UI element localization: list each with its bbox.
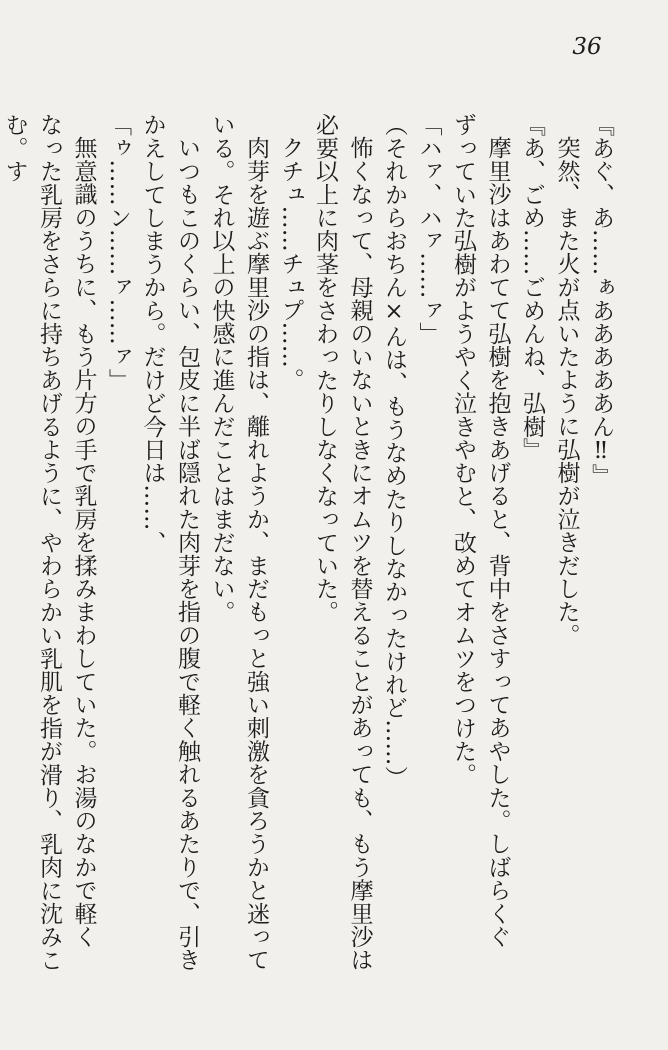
paragraph-8: クチュ……チュプ……。 <box>277 136 304 392</box>
paragraph-10: いつもこのくらい、包皮に半ば隠れた肉芽を指の腹で軽く触れるあたりで、引きかえしてしまうから。だけど今日は……、 <box>139 113 200 972</box>
paragraph-7: 怖くなって、母親のいないときにオムツを替えることがあっても、もう摩里沙は必要以上に肉茎をさわったりしなくなっていた。 <box>312 113 373 972</box>
paragraph-3: 『あ、ごめ……ごめんね、弘樹』 <box>519 113 545 461</box>
paragraph-2: 突然、また火が点いたように弘樹が泣きだした。 <box>553 136 580 647</box>
paragraph-6: （それからおちん×んは、もうなめたりしなかったけれど……） <box>381 113 407 789</box>
paragraph-4: 摩里沙はあわてて弘樹を抱きあげると、背中をさすってあやした。しばらくぐずっていた弘樹がようやく泣きやむと、改めてオムツをつけた。 <box>450 113 511 948</box>
page-number: 36 <box>572 34 602 60</box>
paragraph-1: 『あぐ、あ……ぁあああああん‼』 <box>588 113 614 488</box>
paragraph-11: 「ゥ……ン……ァ……ァ」 <box>105 113 131 392</box>
paragraph-5: 「ハァ、ハァ……ァ」 <box>415 113 442 345</box>
paragraph-12: 無意識のうちに、もう片方の手で乳房を揉みまわしていた。お湯のなかで軽くなった乳房をさらに持ちあげるように、やわらかい乳肌を指が滑り、乳肉に沈みこむ。す <box>1 113 97 972</box>
paragraph-9: 肉芽を遊ぶ摩里沙の指は、離れようか、まだもっと強い刺激を貪ろうかと迷っている。それ以上の快感に進んだことはまだない。 <box>208 113 269 972</box>
text-block <box>0 113 618 989</box>
